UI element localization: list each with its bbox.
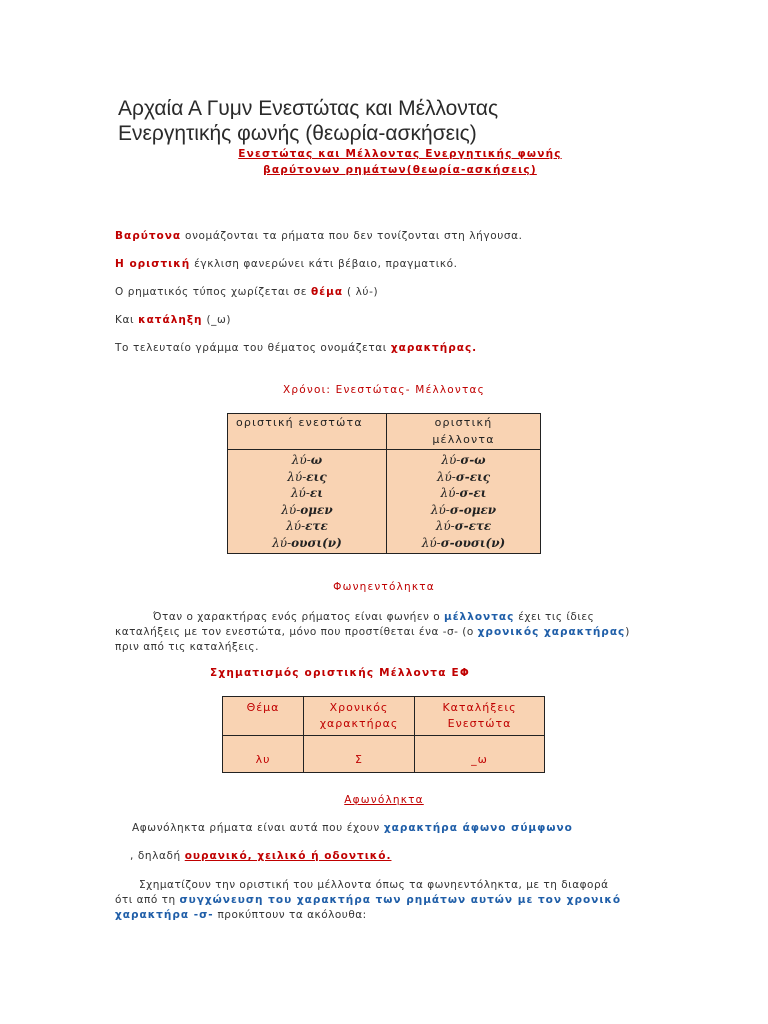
term-charaktira-s: χαρακτήρα -σ- bbox=[115, 909, 214, 921]
table-header-row bbox=[223, 697, 545, 736]
line: Σχηματίζουν την οριστική του μέλλοντα όπως τα φωνηεντόληκτα, με τη διαφορά bbox=[139, 879, 609, 891]
text: Και bbox=[115, 314, 139, 326]
paragraph-afonolikta: Αφωνόληκτα ρήματα είναι αυτά που έχουν χαρακτήρα άφωνο σύμφωνο bbox=[132, 822, 573, 834]
table-header-row bbox=[228, 414, 541, 450]
header-chronikos: Χρονικός χαρακτήρας bbox=[304, 697, 415, 736]
title-line-2: Ενεργητικής φωνής (θεωρία-ασκήσεις) bbox=[118, 122, 477, 145]
form-row: λύ-ω bbox=[291, 453, 323, 467]
header-kataliksis: Καταλήξεις Ενεστώτα bbox=[415, 697, 545, 736]
paragraph-barytona bbox=[115, 230, 523, 242]
form-row: λύ-εις bbox=[287, 469, 327, 484]
form-row: λύ-ει bbox=[290, 486, 324, 500]
text: ονομάζονται τα ρήματα που δεν τονίζονται στη λήγουσα. bbox=[181, 230, 523, 242]
heading-tenses: Χρόνοι: Ενεστώτας- Μέλλοντας bbox=[283, 384, 485, 396]
heading-formation: Σχηματισμός οριστικής Μέλλοντα ΕΦ bbox=[210, 667, 470, 679]
text: Το τελευταίο γράμμα του θέματος ονομάζεται bbox=[115, 342, 391, 354]
term-katalixi: κατάληξη bbox=[138, 314, 203, 326]
term-mellontas: μέλλοντας bbox=[443, 611, 515, 623]
form-row: λύ-ομεν bbox=[281, 502, 333, 517]
text: ( λύ-) bbox=[343, 286, 379, 298]
line: πριν από τις καταλήξεις. bbox=[115, 641, 259, 653]
line: Όταν ο χαρακτήρας ενός ρήματος είναι φωνήεν ο μέλλοντας έχει τις ίδιες bbox=[153, 611, 595, 623]
form-row: λύ-σ-ομεν bbox=[430, 502, 497, 517]
paragraph-charaktiras bbox=[115, 342, 477, 354]
line: καταλήξεις με τον ενεστώτα, μόνο που προστίθεται ένα -σ- (ο χρονικός χαρακτήρας) bbox=[115, 626, 630, 638]
text: έγκλιση φανερώνει κάτι βέβαιο, πραγματικό. bbox=[190, 258, 458, 270]
subtitle bbox=[200, 146, 600, 178]
present-forms bbox=[228, 450, 387, 554]
conjugation-table bbox=[227, 413, 541, 554]
term-thema: θέμα bbox=[311, 286, 344, 298]
form-row: λύ-ετε bbox=[286, 519, 328, 533]
form-row: λύ-σ-ω bbox=[441, 453, 486, 467]
formation-table bbox=[222, 696, 545, 773]
table-row bbox=[228, 450, 541, 554]
table-row bbox=[223, 736, 545, 773]
header-future bbox=[387, 414, 541, 450]
header-future-line-1: οριστική bbox=[434, 416, 493, 429]
line: χαρακτήρα -σ- προκύπτουν τα ακόλουθα: bbox=[115, 909, 367, 921]
paragraph-katalixi bbox=[115, 314, 231, 326]
paragraph-thema bbox=[115, 286, 378, 298]
term-oristiki: Η οριστική bbox=[115, 258, 191, 270]
cell-thema: λυ bbox=[223, 736, 304, 773]
form-row: λύ-σ-ουσι(ν) bbox=[421, 535, 506, 550]
paragraph-vowel-stems bbox=[115, 610, 655, 655]
term-sygxoneusi: συγχώνευση του χαρακτήρα των ρημάτων αυτών με τον χρονικό bbox=[179, 894, 622, 906]
heading-vowel-stems: Φωνηεντόληκτα bbox=[333, 581, 435, 593]
form-row: λύ-σ-ει bbox=[440, 486, 487, 500]
cell-katalixi: _ω bbox=[415, 736, 545, 773]
paragraph-formation-consonant bbox=[115, 878, 655, 923]
cell-chronikos: Σ bbox=[304, 736, 415, 773]
form-row: λύ-σ-ετε bbox=[435, 519, 492, 533]
title-line-1: Αρχαία Α Γυμν Ενεστώτας και Μέλλοντας bbox=[118, 97, 499, 120]
line: ότι από τη συγχώνευση του χαρακτήρα των ρημάτων αυτών με τον χρονικό bbox=[115, 894, 622, 906]
form-row: λύ-σ-εις bbox=[436, 469, 491, 484]
heading-consonant-stems: Αφωνόληκτα bbox=[344, 794, 424, 806]
header-thema: Θέμα bbox=[223, 697, 304, 736]
text: Ο ρηματικός τύπος χωρίζεται σε bbox=[115, 286, 312, 298]
paragraph-oristiki bbox=[115, 258, 458, 270]
term-barytona: Βαρύτονα bbox=[115, 230, 182, 242]
term-afono-symfono: χαρακτήρα άφωνο σύμφωνο bbox=[383, 822, 573, 834]
subtitle-line-2: βαρύτονων ρημάτων(θεωρία-ασκήσεις) bbox=[263, 164, 537, 176]
paragraph-diladi: , δηλαδή ουρανικό, χειλικό ή οδοντικό. bbox=[130, 850, 392, 862]
page-title bbox=[118, 96, 738, 146]
term-ouraniko: ουρανικό, χειλικό ή οδοντικό. bbox=[184, 850, 392, 862]
subtitle-line-1: Ενεστώτας και Μέλλοντας Ενεργητικής φωνής bbox=[238, 148, 562, 160]
term-chronikos-charaktiras: χρονικός χαρακτήρας bbox=[477, 626, 626, 638]
future-forms bbox=[387, 450, 541, 554]
form-row: λύ-ουσι(ν) bbox=[272, 535, 342, 550]
header-future-line-2: μέλλοντα bbox=[432, 433, 495, 446]
text: (_ω) bbox=[202, 314, 232, 326]
header-present: οριστική ενεστώτα bbox=[228, 414, 387, 450]
term-charaktiras: χαρακτήρας. bbox=[390, 342, 478, 354]
